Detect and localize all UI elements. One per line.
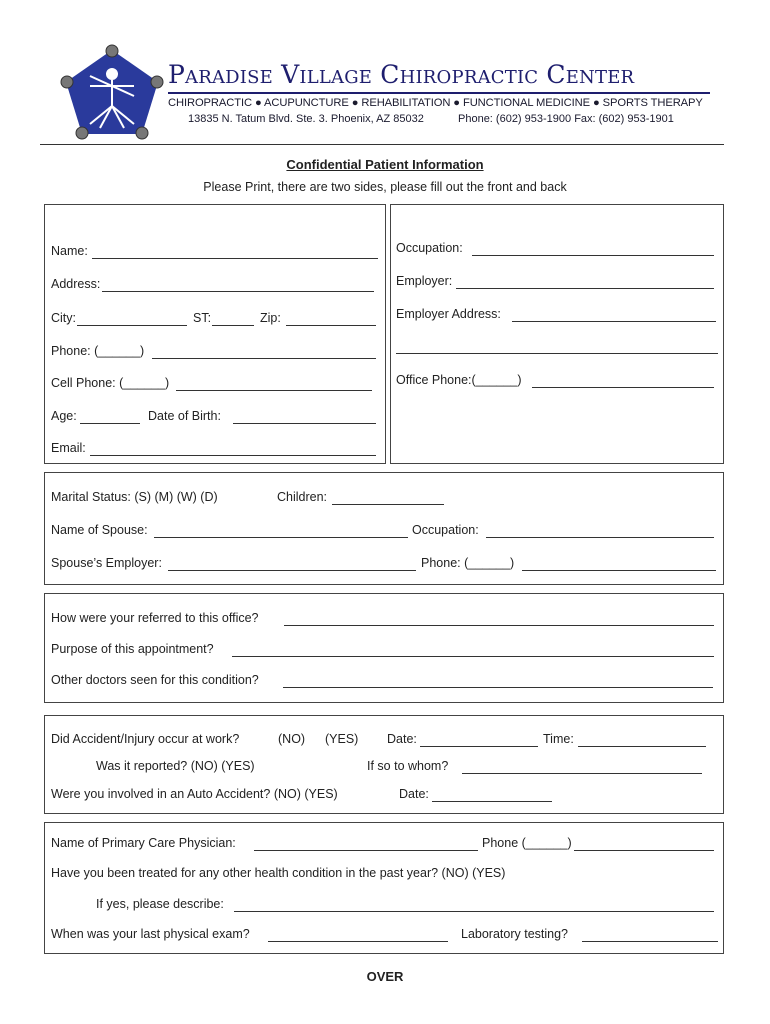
form-subtitle: Please Print, there are two sides, please fill out the front and back [203, 180, 567, 194]
lab-testing-field[interactable] [582, 941, 718, 942]
email-label: Email: [51, 441, 86, 455]
city-label: City: [51, 311, 76, 325]
pcp-phone-label: Phone (______) [482, 836, 572, 850]
describe-label: If yes, please describe: [96, 897, 224, 911]
occupation-field[interactable] [472, 255, 714, 256]
personal-info-box [44, 204, 386, 464]
pcp-label: Name of Primary Care Physician: [51, 836, 236, 850]
other-doctors-label: Other doctors seen for this condition? [51, 673, 259, 687]
employer-address-field[interactable] [512, 321, 716, 322]
phone-field[interactable] [152, 358, 376, 359]
age-label: Age: [51, 409, 77, 423]
zip-label: Zip: [260, 311, 281, 325]
pcp-field[interactable] [254, 850, 478, 851]
last-exam-label: When was your last physical exam? [51, 927, 250, 941]
accident-at-work-label: Did Accident/Injury occur at work? [51, 732, 240, 746]
dob-label: Date of Birth: [148, 409, 221, 423]
address-label: Address: [51, 277, 101, 291]
referred-field[interactable] [284, 625, 714, 626]
clinic-services: CHIROPRACTIC ● ACUPUNCTURE ● REHABILITATION ● FUNCTIONAL MEDICINE ● SPORTS THERAPY [168, 97, 703, 109]
accident-no-option[interactable]: (NO) [278, 732, 306, 746]
to-whom-field[interactable] [462, 773, 702, 774]
to-whom-label: If so to whom? [367, 759, 449, 773]
employer-field[interactable] [456, 288, 714, 289]
header-divider [40, 144, 724, 145]
accident-time-label: Time: [543, 732, 574, 746]
auto-accident-label: Were you involved in an Auto Accident? (NO) (YES) [51, 787, 338, 801]
cell-phone-label: Cell Phone: (______) [51, 376, 170, 390]
clinic-address: 13835 N. Tatum Blvd. Ste. 3. Phoenix, AZ 85032 [188, 113, 424, 125]
cell-phone-field[interactable] [176, 390, 372, 391]
lab-testing-label: Laboratory testing? [461, 927, 569, 941]
header-rule [168, 92, 710, 94]
accident-time-field[interactable] [578, 746, 706, 747]
accident-date-field[interactable] [420, 746, 538, 747]
purpose-field[interactable] [232, 656, 714, 657]
pcp-phone-field[interactable] [574, 850, 714, 851]
clinic-phones: Phone: (602) 953-1900 Fax: (602) 953-1901 [458, 113, 674, 125]
accident-date-label: Date: [387, 732, 417, 746]
spouse-employer-field[interactable] [168, 570, 416, 571]
state-label: ST: [193, 311, 212, 325]
phone-label: Phone: (______) [51, 344, 145, 358]
purpose-label: Purpose of this appointment? [51, 642, 214, 656]
employer-label: Employer: [396, 274, 453, 288]
page-footer-over: OVER [366, 969, 404, 984]
address-field[interactable] [102, 291, 374, 292]
auto-date-field[interactable] [432, 801, 552, 802]
referred-label: How were your referred to this office? [51, 611, 259, 625]
last-exam-field[interactable] [268, 941, 448, 942]
children-field[interactable] [332, 504, 444, 505]
occupation-label: Occupation: [396, 241, 463, 255]
spouse-name-field[interactable] [154, 537, 408, 538]
spouse-occupation-label: Occupation: [412, 523, 479, 537]
auto-date-label: Date: [399, 787, 429, 801]
employer-address-line2[interactable] [396, 353, 718, 354]
describe-field[interactable] [234, 911, 714, 912]
treated-label: Have you been treated for any other health condition in the past year? (NO) (YES) [51, 866, 506, 880]
age-field[interactable] [80, 423, 140, 424]
spouse-name-label: Name of Spouse: [51, 523, 148, 537]
email-field[interactable] [90, 455, 376, 456]
reported-label: Was it reported? (NO) (YES) [96, 759, 255, 773]
accident-yes-option[interactable]: (YES) [325, 732, 359, 746]
form-title: Confidential Patient Information [286, 157, 484, 172]
zip-field[interactable] [286, 325, 376, 326]
clinic-logo [60, 44, 164, 140]
spouse-occupation-field[interactable] [486, 537, 714, 538]
city-field[interactable] [77, 325, 187, 326]
other-doctors-field[interactable] [283, 687, 713, 688]
employer-address-label: Employer Address: [396, 307, 501, 321]
name-label: Name: [51, 244, 88, 258]
state-field[interactable] [212, 325, 254, 326]
marital-status-label: Marital Status: (S) (M) (W) (D) [51, 490, 218, 504]
office-phone-label: Office Phone:(______) [396, 373, 522, 387]
name-field[interactable] [92, 258, 378, 259]
children-label: Children: [277, 490, 328, 504]
clinic-name: Paradise Village Chiropractic Center [168, 60, 635, 89]
spouse-employer-label: Spouse’s Employer: [51, 556, 162, 570]
dob-field[interactable] [233, 423, 376, 424]
spouse-phone-field[interactable] [522, 570, 716, 571]
spouse-phone-label: Phone: (______) [421, 556, 515, 570]
office-phone-field[interactable] [532, 387, 714, 388]
